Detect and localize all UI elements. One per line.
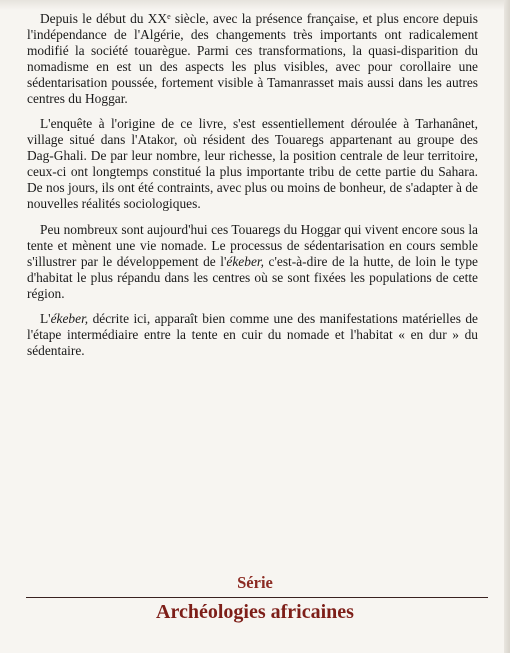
series-title: Archéologies africaines [156, 601, 354, 623]
back-cover-text [27, 11, 478, 369]
series-divider [26, 597, 488, 598]
paragraph-1: Depuis le début du XXe siècle, avec la présence française, et plus encore depuis l'indépendance de l'Algérie, des changements très importants ont radicalement modifié la société touarègue. Parmi ces transformations, la quasi-disparition du nomadisme en est un des aspects les plus visibles, avec pour corollaire une sédentarisation poussée, fortement visible à Tamanrasset mais aussi dans les autres centres du Hoggar. [27, 11, 478, 106]
paragraph-4: L'ékeber, décrite ici, apparaît bien comme une des manifestations matérielles de l'étape intermédiaire entre la tente en cuir du nomade et l'habitat « en dur » du sédentaire. [27, 311, 478, 359]
page-top-edge [0, 0, 510, 10]
page-right-edge [504, 0, 510, 653]
paragraph-3: Peu nombreux sont aujourd'hui ces Touaregs du Hoggar qui vivent encore sous la tente et mènent une vie nomade. Le processus de sédentarisation en cours semble s'illustrer par le développement de l'ékeber, c'est-à-dire de la hutte, de loin le type d'habitat le plus répandu dans les centres où se sont fixées les populations de cette région. [27, 221, 478, 301]
series-label: Série [237, 573, 273, 592]
series-block [0, 573, 510, 623]
paragraph-2: L'enquête à l'origine de ce livre, s'est essentiellement déroulée à Tarhanânet, village situé dans l'Atakor, où résident des Touaregs appartenant au groupe des Dag-Ghali. De par leur nombre, leur richesse, la position centrale de leur territoire, ceux-ci ont longtemps constitué la plus importante tribu de cette partie du Sahara. De nos jours, ils ont été contraints, avec plus ou moins de bonheur, de s'adapter à de nouvelles réalités sociologiques. [27, 116, 478, 211]
